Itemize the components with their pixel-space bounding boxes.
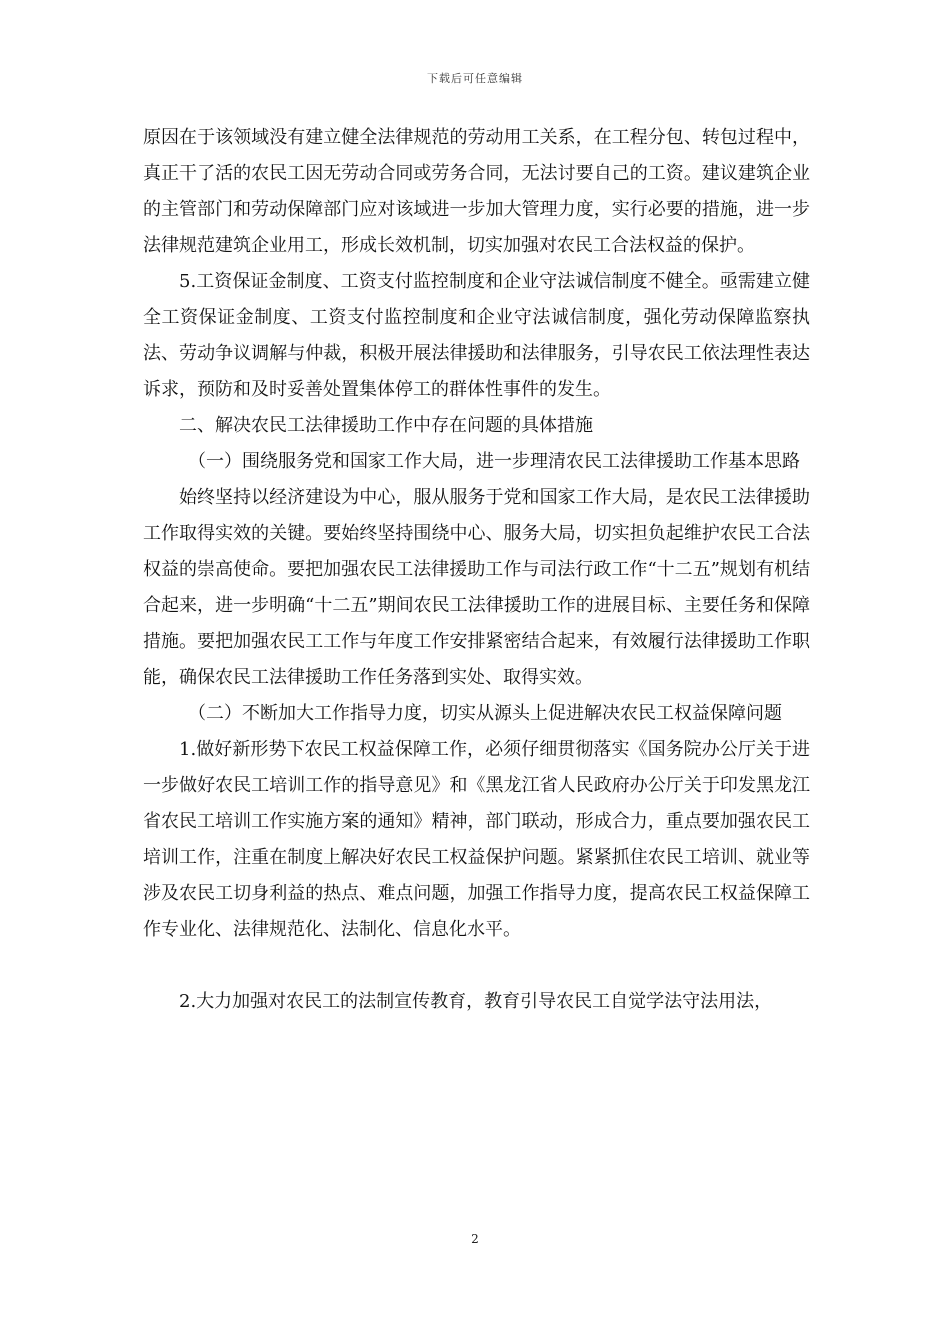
paragraph-item-5: 5.工资保证金制度、工资支付监控制度和企业守法诚信制度不健全。亟需建立健全工资保证金制度、工资支付监控制度和企业守法诚信制度，强化劳动保障监察执法、劳动争议调解与仲裁，积极开展法律援助和法律服务，引导农民工依法理性表达诉求，预防和及时妥善处置集体停工的群体性事件的发生。	[143, 271, 810, 400]
document-body	[143, 120, 810, 1020]
paragraph-cause: 原因在于该领域没有建立健全法律规范的劳动用工关系，在工程分包、转包过程中，真正干了活的农民工因无劳动合同或劳务合同，无法讨要自己的工资。建议建筑企业的主管部门和劳动保障部门应对该域进一步加大管理力度，实行必要的措施，进一步法律规范建筑企业用工，形成长效机制，切实加强对农民工合法权益的保护。	[143, 127, 810, 256]
subsection-heading-1: （一）围绕服务党和国家工作大局，进一步理清农民工法律援助工作基本思路	[188, 451, 800, 472]
paragraph-item-2: 2.大力加强对农民工的法制宣传教育，教育引导农民工自觉学法守法用法，	[179, 991, 773, 1012]
paragraph-item-1: 1.做好新形势下农民工权益保障工作，必须仔细贯彻落实《国务院办公厅关于进一步做好农民工培训工作的指导意见》和《黑龙江省人民政府办公厅关于印发黑龙江省农民工培训工作实施方案的通知》精神，部门联动，形成合力，重点要加强农民工培训工作，注重在制度上解决好农民工权益保护问题。紧紧抓住农民工培训、就业等涉及农民工切身利益的热点、难点问题，加强工作指导力度，提高农民工权益保障工作专业化、法律规范化、法制化、信息化水平。	[143, 739, 810, 940]
subsection-heading-2: （二）不断加大工作指导力度，切实从源头上促进解决农民工权益保障问题	[188, 703, 782, 724]
header-note: 下载后可任意编辑	[427, 72, 523, 85]
paragraph-work-focus: 始终坚持以经济建设为中心，服从服务于党和国家工作大局，是农民工法律援助工作取得实效的关键。要始终坚持围绕中心、服务大局，切实担负起维护农民工合法权益的崇高使命。要把加强农民工法律援助工作与司法行政工作“十二五”规划有机结合起来，进一步明确“十二五”期间农民工法律援助工作的进展目标、主要任务和保障措施。要把加强农民工工作与年度工作安排紧密结合起来，有效履行法律援助工作职能，确保农民工法律援助工作任务落到实处、取得实效。	[143, 487, 810, 688]
blank-line	[143, 948, 810, 984]
page-number: 2	[471, 1232, 479, 1246]
section-heading-2: 二、解决农民工法律援助工作中存在问题的具体措施	[179, 415, 593, 436]
